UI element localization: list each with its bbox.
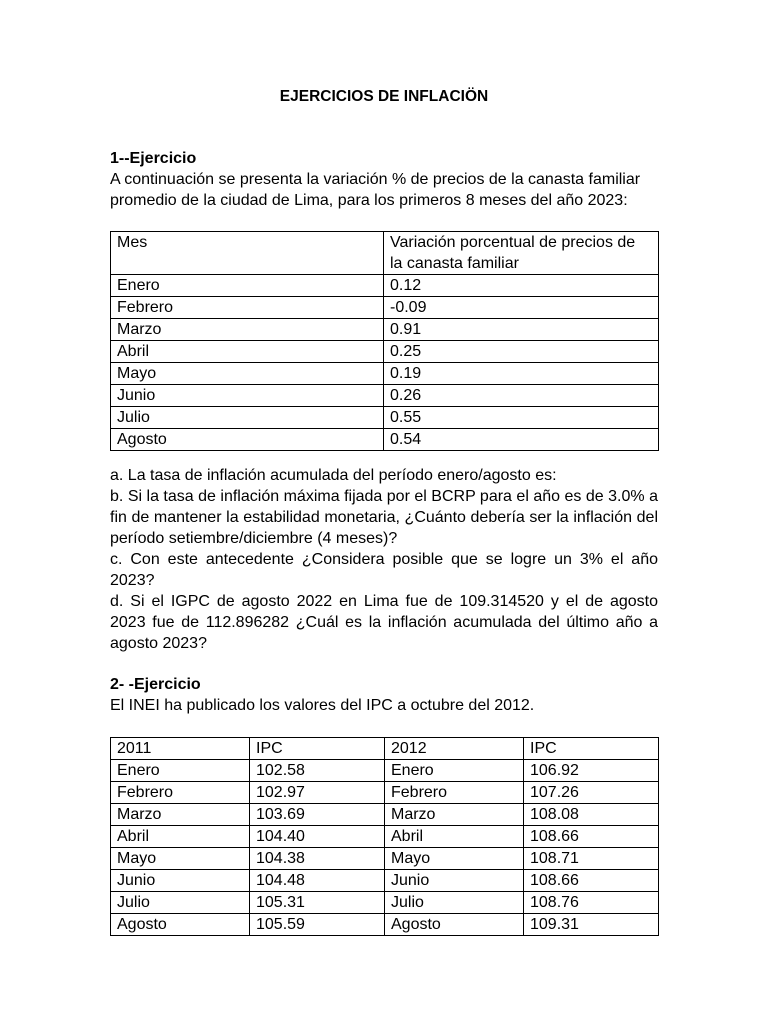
table-header-cell: IPC [524,738,659,760]
table-row [111,892,659,914]
table-header-cell: 2012 [385,738,524,760]
table-header-row [111,738,659,760]
exercise-1-table [110,231,659,451]
table-row [111,804,659,826]
ipc-cell: 102.97 [250,782,385,804]
ipc-cell: 104.40 [250,826,385,848]
variation-cell: 0.26 [384,385,659,407]
ipc-cell: 109.31 [524,914,659,936]
exercise-2-heading: 2- -Ejercicio [110,676,201,693]
question-item: d. Si el IGPC de agosto 2022 en Lima fue de 109.314520 y el de agosto 2023 fue de 112.896282 ¿Cuál es la inflación acumulada del último año a agosto 2023? [110,593,658,652]
month-cell: Agosto [385,914,524,936]
month-cell: Mayo [111,848,250,870]
variation-cell: 0.91 [384,319,659,341]
variation-cell: 0.54 [384,429,659,451]
question-item: b. Si la tasa de inflación máxima fijada por el BCRP para el año es de 3.0% a fin de mantener la estabilidad monetaria, ¿Cuánto debería ser la inflación del período setiembre/diciembre (4 meses)? [110,488,658,547]
month-cell: Marzo [111,319,384,341]
exercise-2-intro: El INEI ha publicado los valores del IPC a octubre del 2012. [110,697,535,714]
table-row [111,341,659,363]
month-cell: Julio [111,407,384,429]
month-cell: Abril [111,826,250,848]
ipc-cell: 108.76 [524,892,659,914]
table-row [111,385,659,407]
table-row [111,848,659,870]
variation-cell: 0.12 [384,275,659,297]
table-row [111,914,659,936]
exercise-1-intro: A continuación se presenta la variación % de precios de la canasta familiar promedio de la ciudad de Lima, para los primeros 8 meses del año 2023: [110,171,641,209]
ipc-cell: 105.59 [250,914,385,936]
table-row [111,297,659,319]
month-cell: Julio [385,892,524,914]
month-cell: Agosto [111,914,250,936]
ipc-cell: 107.26 [524,782,659,804]
month-cell: Mayo [385,848,524,870]
ipc-cell: 108.71 [524,848,659,870]
variation-cell: -0.09 [384,297,659,319]
month-cell: Junio [111,870,250,892]
variation-cell: 0.55 [384,407,659,429]
question-item: c. Con este antecedente ¿Considera posible que se logre un 3% el año 2023? [110,551,658,589]
table-header-cell: Mes [111,232,384,275]
table-row [111,429,659,451]
month-cell: Mayo [111,363,384,385]
month-cell: Febrero [111,297,384,319]
month-cell: Enero [385,760,524,782]
ipc-cell: 106.92 [524,760,659,782]
variation-cell: 0.25 [384,341,659,363]
table-header-row [111,232,659,275]
exercise-1-section [110,148,658,211]
table-header-cell: Variación porcentual de precios de la canasta familiar [384,232,659,275]
exercise-1-heading: 1--Ejercicio [110,150,197,167]
month-cell: Marzo [385,804,524,826]
table-header-cell: 2011 [111,738,250,760]
table-row [111,407,659,429]
month-cell: Julio [111,892,250,914]
month-cell: Enero [111,275,384,297]
ipc-cell: 103.69 [250,804,385,826]
table-header-cell: IPC [250,738,385,760]
exercise-2-section [110,674,658,716]
month-cell: Febrero [111,782,250,804]
month-cell: Febrero [385,782,524,804]
table-row [111,826,659,848]
exercise-2-table [110,737,659,936]
table-row [111,760,659,782]
page-title: EJERCICIOS DE INFLACIÖN [279,88,489,105]
table-row [111,275,659,297]
ipc-cell: 108.66 [524,826,659,848]
ipc-cell: 102.58 [250,760,385,782]
table-row [111,363,659,385]
month-cell: Abril [111,341,384,363]
ipc-cell: 104.48 [250,870,385,892]
ipc-cell: 108.08 [524,804,659,826]
ipc-cell: 104.38 [250,848,385,870]
table-row [111,782,659,804]
question-item: a. La tasa de inflación acumulada del período enero/agosto es: [110,467,557,484]
month-cell: Enero [111,760,250,782]
month-cell: Marzo [111,804,250,826]
table-row [111,319,659,341]
variation-cell: 0.19 [384,363,659,385]
ipc-cell: 105.31 [250,892,385,914]
table-row [111,870,659,892]
exercise-1-questions [110,465,658,654]
month-cell: Agosto [111,429,384,451]
month-cell: Junio [385,870,524,892]
month-cell: Junio [111,385,384,407]
ipc-cell: 108.66 [524,870,659,892]
month-cell: Abril [385,826,524,848]
